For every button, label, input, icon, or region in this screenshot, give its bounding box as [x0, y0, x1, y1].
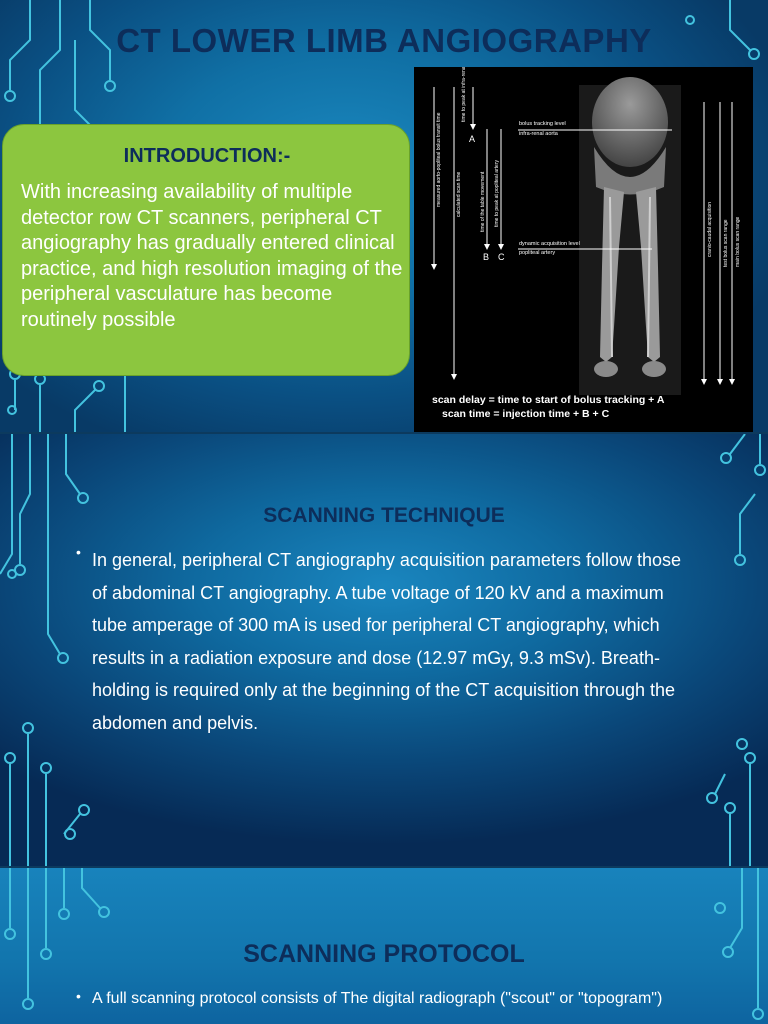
slide-title: CT LOWER LIMB ANGIOGRAPHY [116, 22, 652, 59]
vertical-label-table-movement: time of the table movement [480, 171, 486, 232]
section-heading-technique: SCANNING TECHNIQUE [263, 504, 505, 527]
introduction-box [2, 124, 410, 376]
caption-scan-delay: scan delay = time to start of bolus tracking + A [432, 394, 665, 406]
introduction-heading: INTRODUCTION:- [123, 145, 291, 167]
circuit-decoration-right [690, 434, 768, 866]
dynamic-acquisition-label: dynamic acquisition level [519, 241, 580, 247]
vertical-label-scan-time: calculated scan time [456, 171, 462, 217]
label-c: C [498, 252, 505, 262]
technique-text: In general, peripheral CT angiography acquisition parameters follow those of abdominal CT angiography. A tube voltage of 120 kV and a maximum tube amperage of 300 mA is used for peripheral CT angiography, which results in a radiation exposure and dose (12.97 mGy, 9.3 mSv). Breath-holding is required only at the beginning of the CT acquisition through the abdomen and pelvis. [92, 550, 682, 733]
vertical-label-test-bolus: test bolus scan range [723, 219, 729, 267]
vertical-label-main-bolus: main bolus scan range [735, 216, 741, 267]
ct-angiography-figure [414, 67, 753, 432]
label-a: A [469, 134, 476, 144]
slide-1 [0, 0, 768, 432]
infra-renal-label: infra-renal aorta [519, 131, 558, 137]
bullet-point: • [76, 988, 81, 1004]
body-scout-image [579, 77, 681, 395]
caption-scan-time: scan time = injection time + B + C [442, 408, 610, 420]
vertical-label-transit-time: measured aorto-popliteal bolus transit time [436, 112, 442, 207]
vertical-label-peak-aorta: time to peak at infra-renal aorta [461, 67, 467, 122]
technique-bullet [76, 544, 696, 739]
vertical-label-craniocaudal: cranio-caudal acquisition [707, 201, 713, 257]
popliteal-label: popliteal artery [519, 250, 556, 256]
slide-3 [0, 868, 768, 1024]
slide-2 [0, 434, 768, 866]
vertical-label-peak-popliteal: time to peak at popliteal artery [494, 160, 500, 227]
label-b: B [483, 252, 490, 262]
protocol-text: A full scanning protocol consists of The digital radiograph ("scout" or "topogram") [92, 990, 663, 1007]
introduction-text: With increasing availability of multiple detector row CT scanners, peripheral CT angiography has gradually entered clinical practice, and high resolution imaging of the peripheral vasculature has become routinely possible [21, 181, 403, 331]
protocol-bullet [76, 988, 696, 1010]
bolus-tracking-label: bolus tracking level [519, 121, 566, 127]
section-heading-protocol: SCANNING PROTOCOL [243, 940, 525, 968]
bullet-point: • [76, 544, 81, 560]
